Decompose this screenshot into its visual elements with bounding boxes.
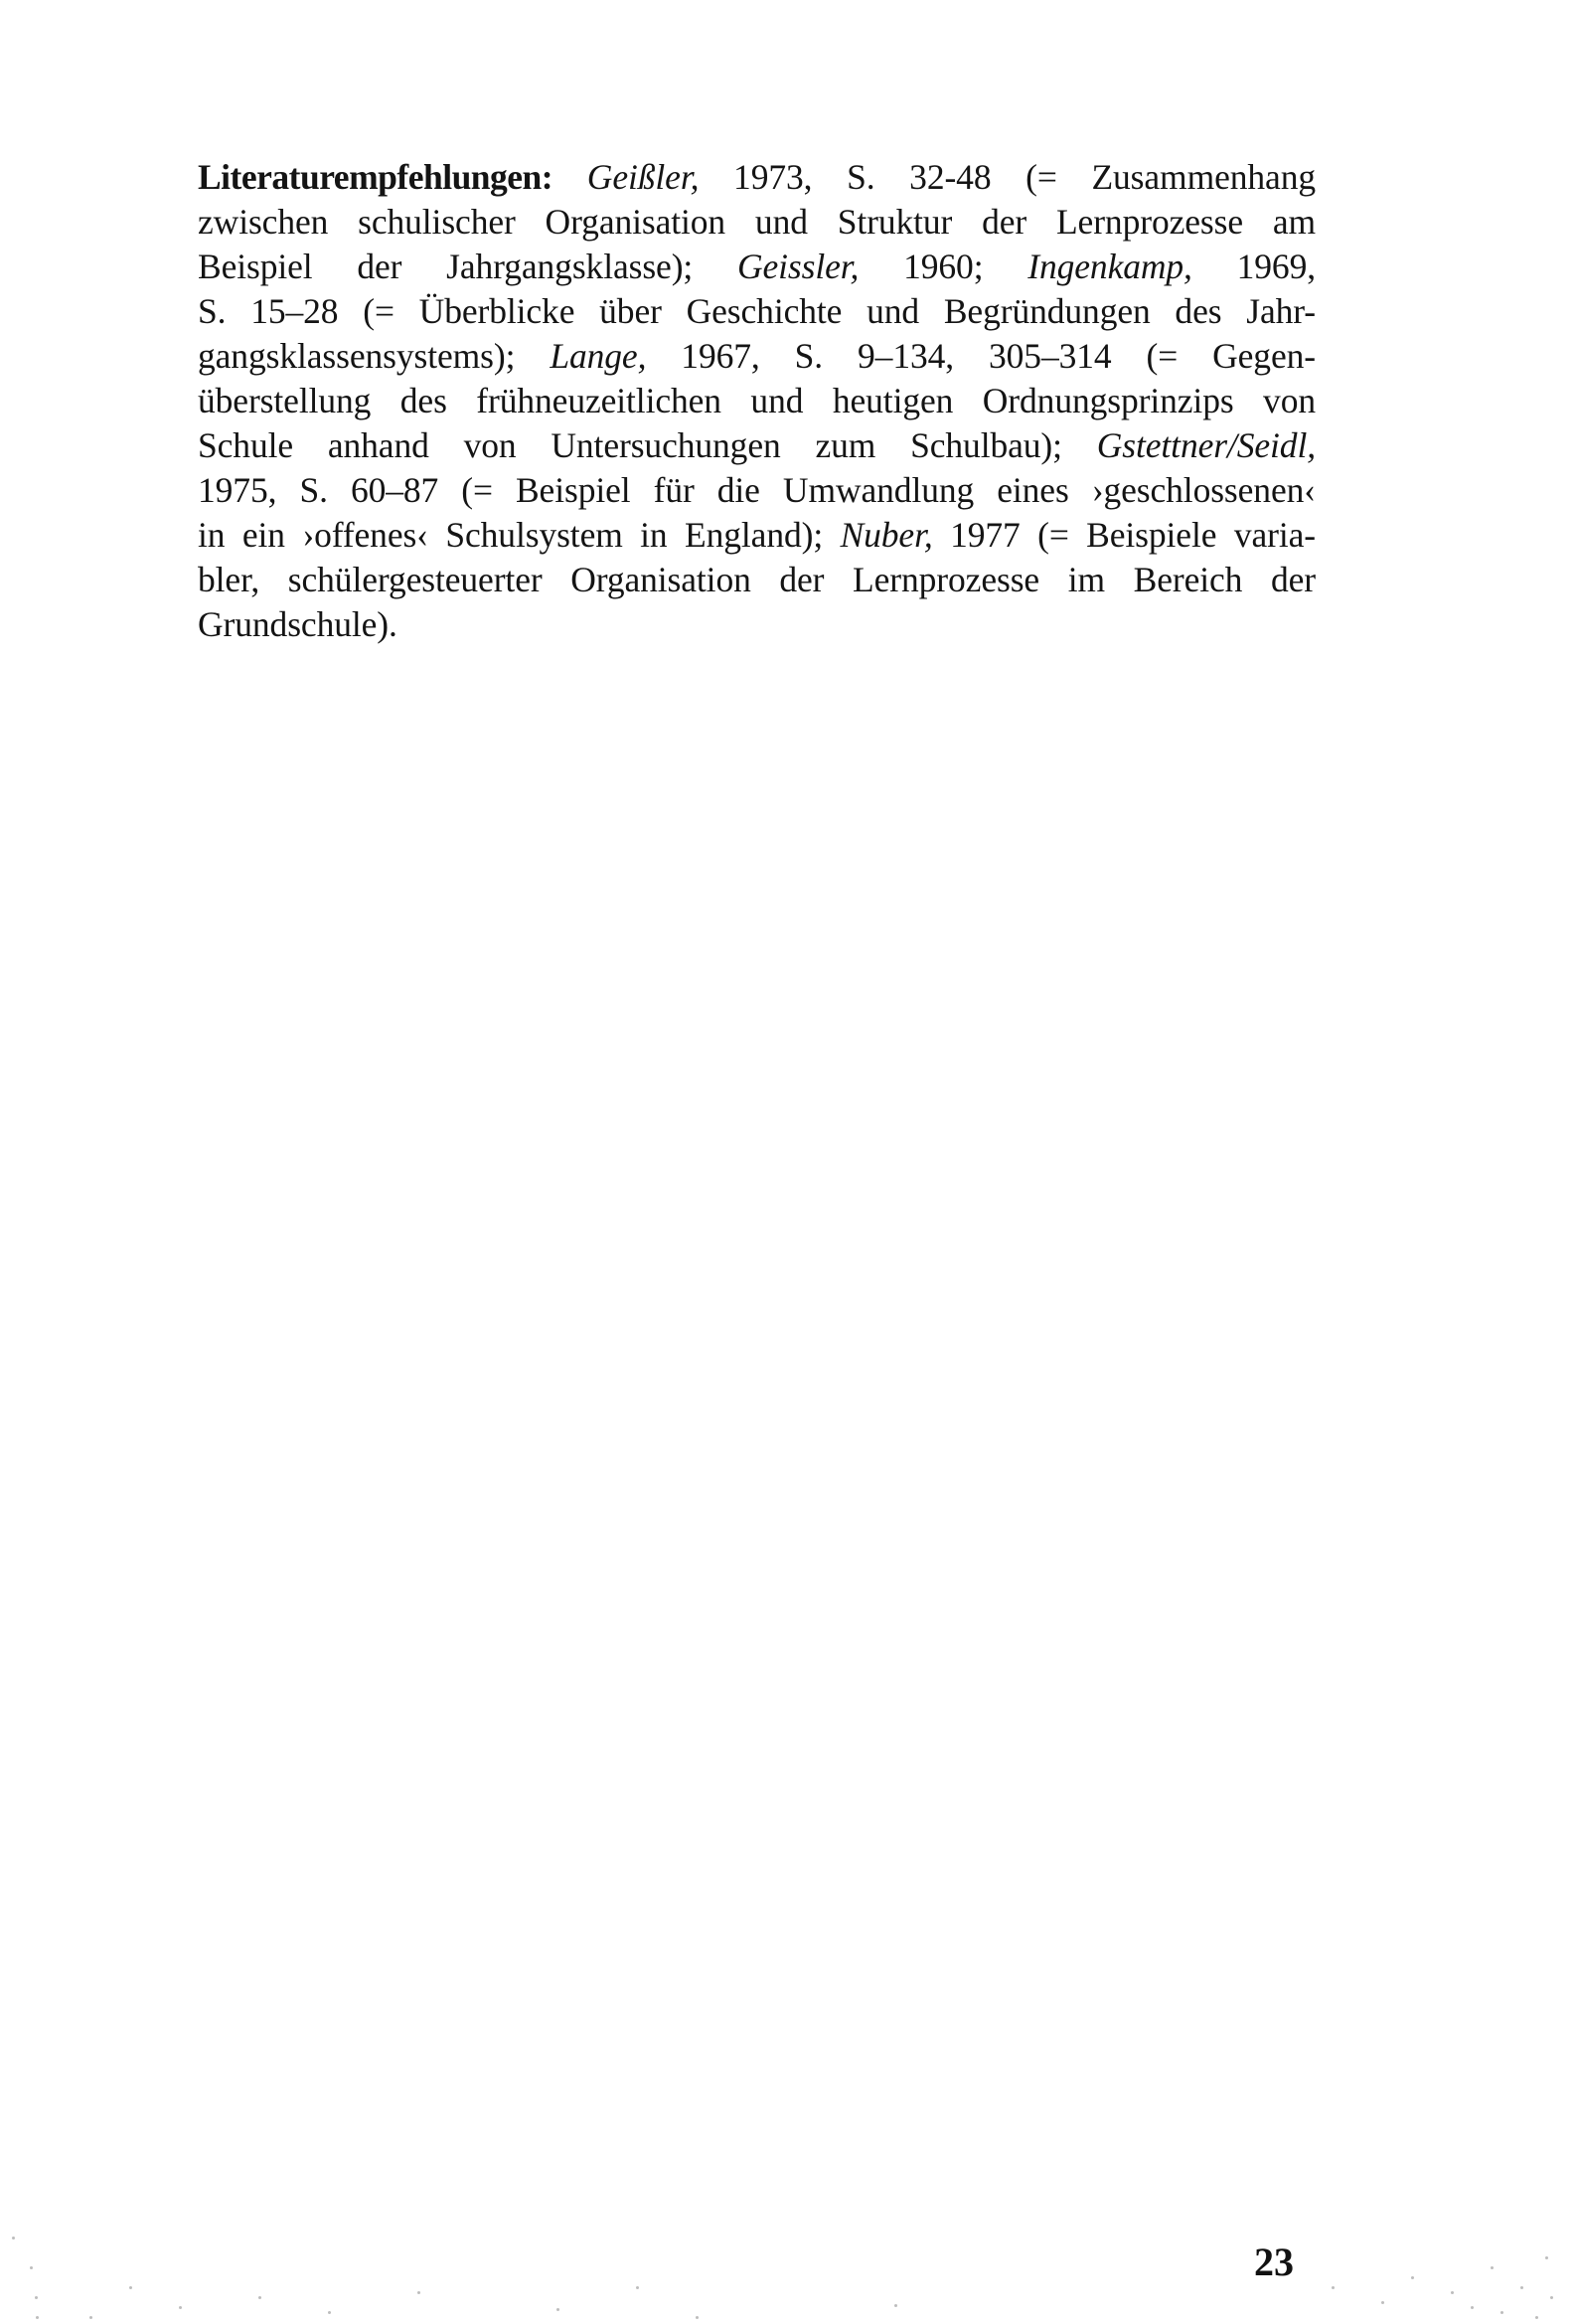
text-line (198, 155, 1316, 200)
text-run: Beispiel der Jahrgangsklasse); (198, 247, 737, 286)
text-run: in ein ›offenes‹ Schulsystem in England); (198, 515, 841, 555)
text-run: Grundschule). (198, 604, 397, 644)
text-run (552, 157, 587, 197)
text-run: 1967, S. 9–134, 305–314 (= Gegen- (646, 336, 1316, 376)
text-line (198, 379, 1316, 423)
text-run: bler, schülergesteuerter Organisation der Lernprozesse im Bereich der (198, 560, 1316, 599)
text-line (198, 558, 1316, 602)
text-line (198, 289, 1316, 334)
text-line (198, 468, 1316, 513)
text-line (198, 200, 1316, 245)
text-run: überstellung des frühneuzeitlichen und heutigen Ordnungsprinzips von (198, 381, 1316, 420)
author-name: Gstettner/Seidl, (1096, 425, 1316, 465)
literature-recommendations-paragraph (198, 155, 1316, 647)
text-run: 1960; (859, 247, 1028, 286)
text-run: 1977 (= Beispiele varia- (932, 515, 1316, 555)
section-heading: Literaturempfehlungen: (198, 157, 553, 197)
text-run: 1975, S. 60–87 (= Beispiel für die Umwandlung eines ›geschlossenen‹ (198, 470, 1316, 510)
page-number: 23 (1254, 2240, 1294, 2284)
author-name: Geissler, (736, 247, 860, 286)
text-run: zwischen schulischer Organisation und Struktur der Lernprozesse am (198, 202, 1316, 242)
author-name: Nuber, (840, 515, 933, 555)
author-name: Geißler, (586, 157, 700, 197)
text-line (198, 334, 1316, 379)
author-name: Lange, (550, 336, 647, 376)
text-run: gangsklassensystems); (198, 336, 551, 376)
text-run: Schule anhand von Untersuchungen zum Schulbau); (198, 425, 1097, 465)
text-line (198, 245, 1316, 289)
author-name: Ingenkamp, (1027, 247, 1192, 286)
text-run: S. 15–28 (= Überblicke über Geschichte und Begründungen des Jahr- (198, 291, 1316, 331)
text-line (198, 423, 1316, 468)
text-run: 1969, (1191, 247, 1316, 286)
text-line (198, 602, 1316, 647)
text-line (198, 513, 1316, 558)
text-run: 1973, S. 32-48 (= Zusammenhang (699, 157, 1316, 197)
